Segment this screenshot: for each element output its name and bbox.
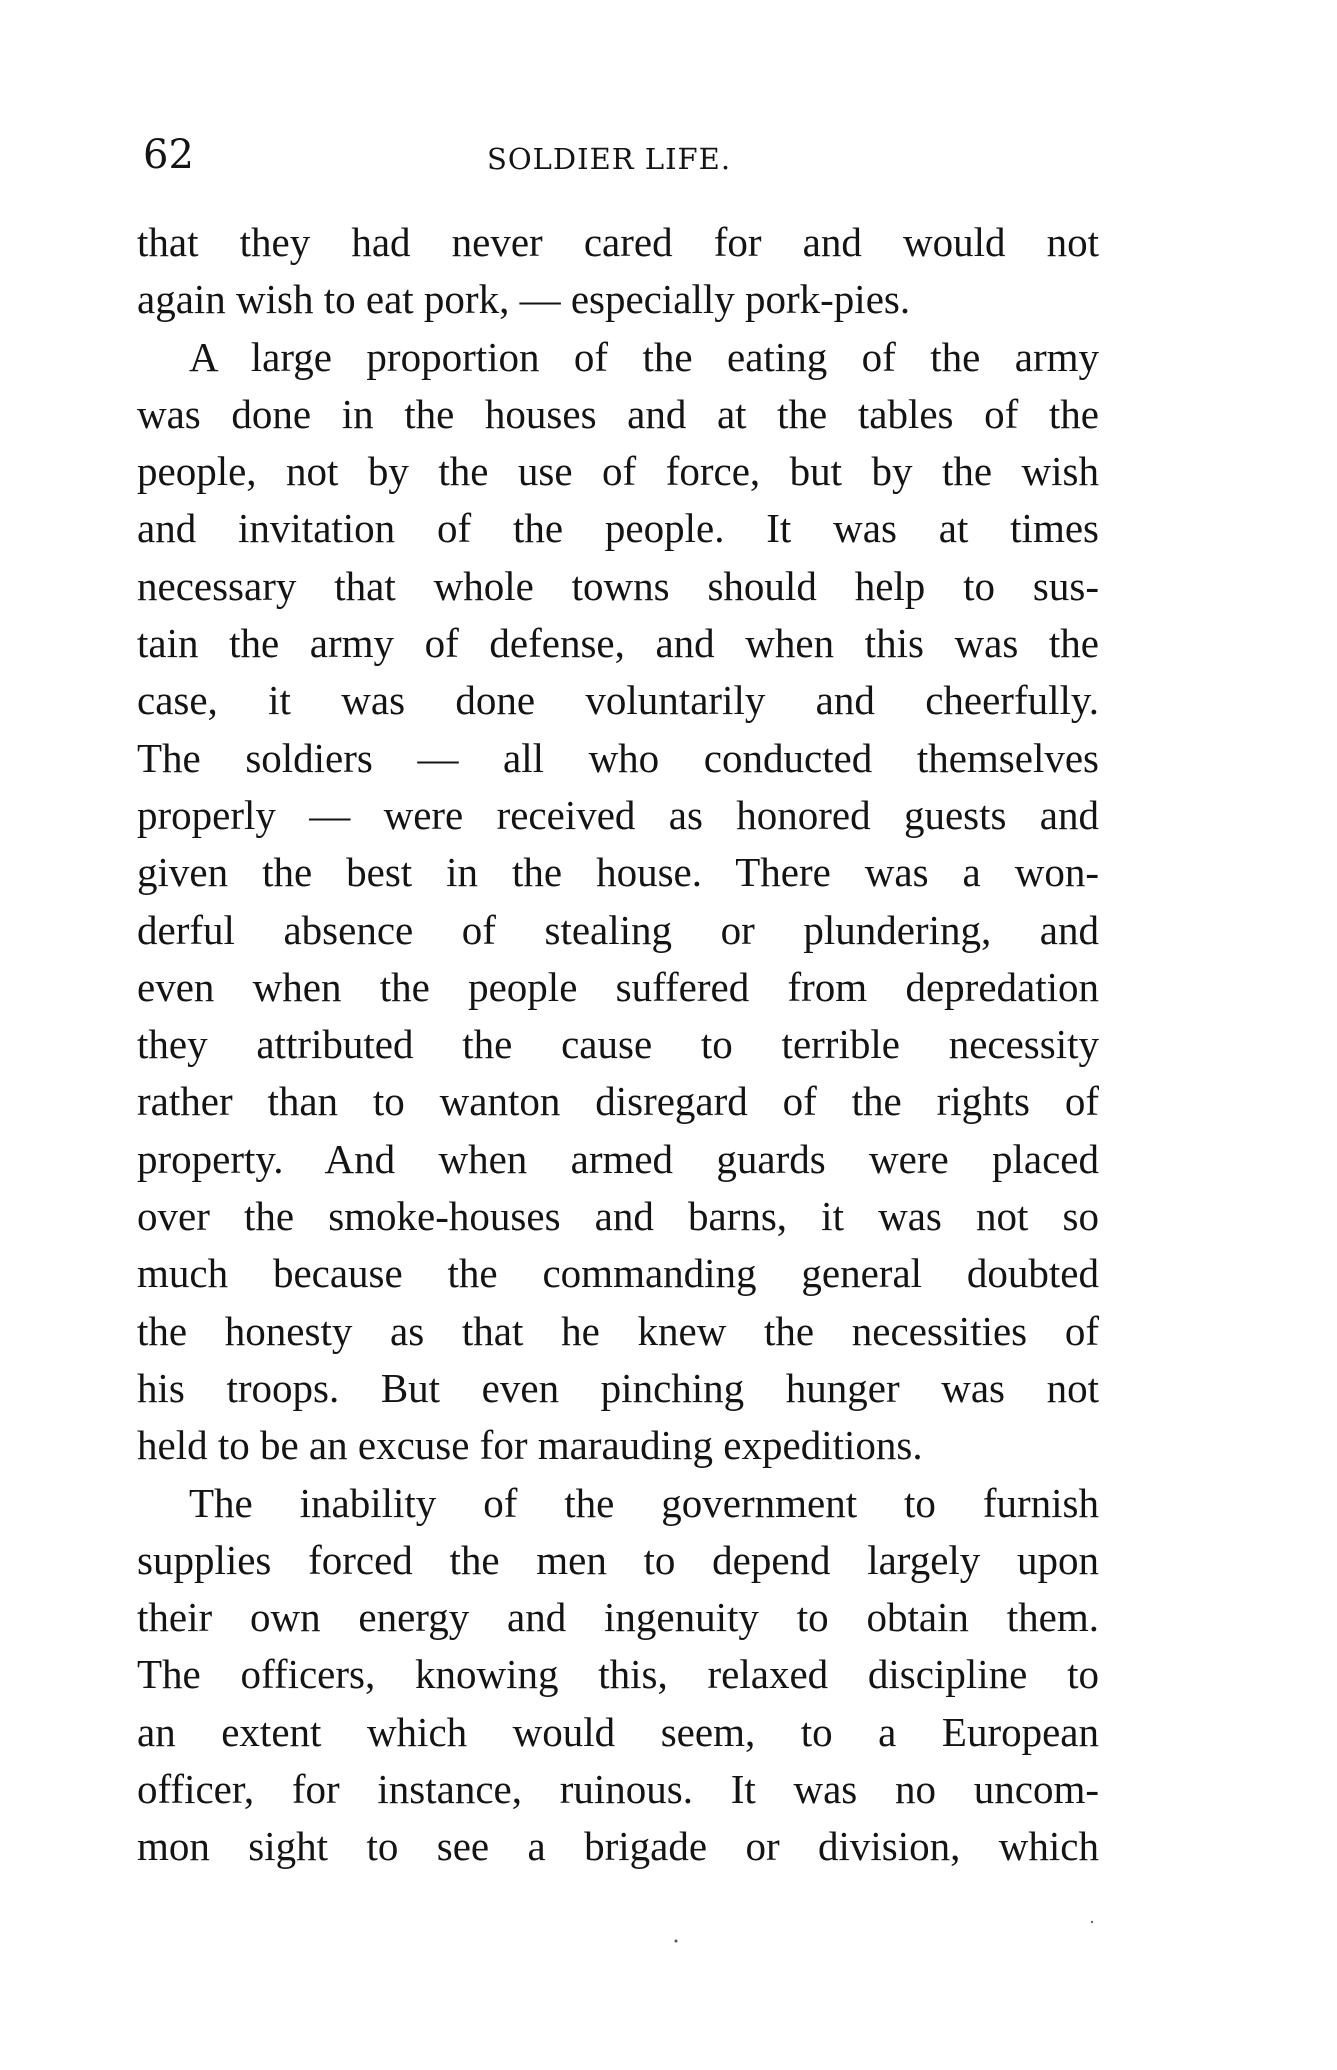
text-line: held to be an excuse for marauding expeditions. — [137, 1422, 923, 1469]
text-line: tain the army of defense, and when this was the — [137, 620, 1099, 667]
text-line: that they had never cared for and would not — [137, 219, 1099, 265]
text-line: The soldiers — all who conducted themselves — [137, 734, 1099, 781]
speck — [675, 1940, 678, 1943]
text-line: The inability of the government to furnish — [189, 1479, 1099, 1526]
text-line: the honesty as that he knew the necessities of — [137, 1307, 1099, 1354]
text-line: derful absence of stealing or plundering, and — [137, 906, 1099, 953]
text-line: again wish to eat pork, — especially pork-pies. — [137, 276, 911, 323]
body-text — [137, 214, 1099, 1876]
running-head: SOLDIER LIFE. — [487, 142, 732, 176]
text-line: over the smoke-houses and barns, it was not so — [137, 1193, 1099, 1240]
page-header — [143, 132, 1103, 192]
text-line: people, not by the use of force, but by the wish — [137, 448, 1099, 495]
text-line: supplies forced the men to depend largely upon — [137, 1536, 1099, 1583]
text-line: case, it was done voluntarily and cheerfully. — [137, 677, 1099, 724]
text-line: officer, for instance, ruinous. It was no uncom- — [137, 1766, 1099, 1813]
text-line: mon sight to see a brigade or division, which — [137, 1823, 1099, 1870]
text-line: and invitation of the people. It was at times — [137, 505, 1099, 552]
text-line: his troops. But even pinching hunger was not — [137, 1364, 1099, 1411]
text-line: necessary that whole towns should help to sus- — [137, 562, 1099, 609]
text-line: their own energy and ingenuity to obtain them. — [137, 1594, 1099, 1641]
text-line: an extent which would seem, to a European — [137, 1708, 1099, 1755]
text-line: The officers, knowing this, relaxed discipline to — [137, 1651, 1099, 1698]
text-line: A large proportion of the eating of the army — [189, 333, 1099, 380]
text-line: even when the people suffered from depredation — [137, 963, 1099, 1010]
text-line: was done in the houses and at the tables of the — [137, 390, 1099, 437]
text-line: given the best in the house. There was a won- — [137, 849, 1099, 896]
speck — [1091, 1921, 1093, 1923]
text-line: property. And when armed guards were placed — [137, 1135, 1099, 1182]
text-line: rather than to wanton disregard of the rights of — [137, 1078, 1099, 1125]
text-line: they attributed the cause to terrible necessity — [137, 1021, 1099, 1068]
text-line: much because the commanding general doubted — [137, 1250, 1099, 1297]
page-number: 62 — [143, 132, 194, 178]
text-line: properly — were received as honored guests and — [137, 791, 1099, 838]
